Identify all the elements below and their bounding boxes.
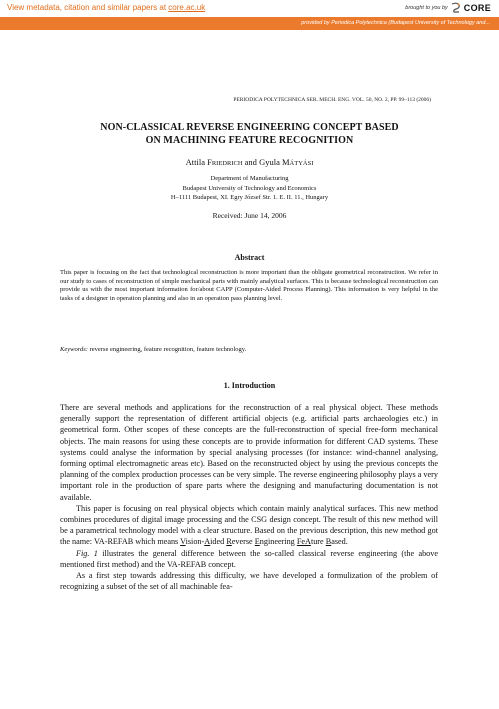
title-line-1: NON-CLASSICAL REVERSE ENGINEERING CONCEPT BASED: [100, 122, 399, 133]
core-banner: [0, 0, 499, 30]
abstract-text: This paper is focusing on the fact that technological reconstruction is more important than the obligate geometrical reconstruction. We refer in our study to cases of reconstruction of simple mechanical parts with mainly analytical surfaces. This is because technological reconstruction can provide us with the most important information for/about CAPP (Computer-Aided Process Planning). This information is very helpful in the tasks of a designer in operation planning and also in an operation pass planning level.: [60, 269, 438, 302]
keywords-label: Keywords:: [60, 346, 88, 353]
affiliation: [0, 174, 499, 203]
paper-title: [0, 121, 499, 147]
author-2-last: MÁTYÁSI: [281, 157, 314, 167]
journal-reference: PERIODICA POLYTECHNICA SER. MECH. ENG. VOL. 50, NO. 2, PP. 99–113 (2006): [233, 97, 431, 103]
intro-paragraph-4: As a first step towards addressing this difficulty, we have developed a formulization of the problem of recognizing a subset of the set of all machinable fea-: [60, 571, 438, 592]
keywords: [60, 346, 438, 353]
core-logo-icon: [451, 2, 461, 14]
abstract-heading: Abstract: [234, 253, 265, 262]
brought-by-label: brought to you by: [405, 5, 448, 11]
author-1-last: FRIEDRICH: [207, 157, 243, 167]
intro-paragraph-3: Fig. 1 illustrates the general difference between the so-called classical reverse engineering (the above mentioned first method) and the VA-REFAB concept.: [60, 548, 438, 569]
affiliation-line-3: H–1111 Budapest, XI. Egry József Str. 1. E. II. 11., Hungary: [170, 194, 329, 201]
banner-provider-bar: [0, 17, 499, 30]
title-line-2: ON MACHINING FEATURE RECOGNITION: [145, 135, 354, 146]
intro-paragraph-2: This paper is focusing on real physical objects which contain mainly analytical surfaces. This new method combines procedures of digital image processing and the CSG design concept. The result of this new method will be a parametrical technology model with a clear structure. Based on the previous description, this new method got the name: VA-REFAB which means Vision-Aided Reverse Engineering FeAture Based.: [60, 503, 438, 547]
affiliation-line-1: Department of Manufacturing: [210, 175, 289, 182]
brought-to-you-by[interactable]: [405, 2, 491, 14]
metadata-link-text: [7, 3, 205, 12]
provided-by-link[interactable]: provided by Periodica Polytechnica (Budapest University of Technology and...: [301, 20, 490, 26]
core-label: CORE: [463, 3, 491, 13]
core-ac-uk-link[interactable]: core.ac.uk: [168, 3, 206, 12]
authors: [0, 157, 499, 167]
metadata-link-prefix: View metadata, citation and similar papers at: [7, 3, 169, 12]
author-1-first: Attila: [185, 157, 205, 167]
authors-and: and: [244, 157, 257, 167]
received-date: Received: June 14, 2006: [212, 211, 287, 220]
author-2-first: Gyula: [259, 157, 280, 167]
banner-top-bar: [0, 0, 499, 18]
intro-paragraph-1: There are several methods and applications for the reconstruction of a real physical object. These methods generally support the representation of different artificial objects (e.g. artificial parts archaeologies etc.) in geometrical form. Other scopes of these concepts are the full-reconstruction of special free-form mechanical objects. The main reasons for using these concepts are to provide information for different CAD systems. These systems could analyse the information by special analysing processes (for instance: wind-channel analysing, forming optimal electromagnetic areas etc). Based on the reconstructed object by using the previous concepts the planning of the complex production processes can be very simple. The reverse engineering philosophy plays a very important role in the production of spare parts where the designing and manufacturing documentation is not available.: [60, 403, 438, 502]
section-heading-introduction: 1. Introduction: [223, 381, 276, 390]
figure-1-reference: Fig. 1: [76, 548, 98, 558]
keywords-list: reverse engineering, feature recognition, feature technology.: [87, 346, 247, 353]
affiliation-line-2: Budapest University of Technology and Economics: [182, 184, 317, 192]
introduction-body: [60, 402, 438, 592]
